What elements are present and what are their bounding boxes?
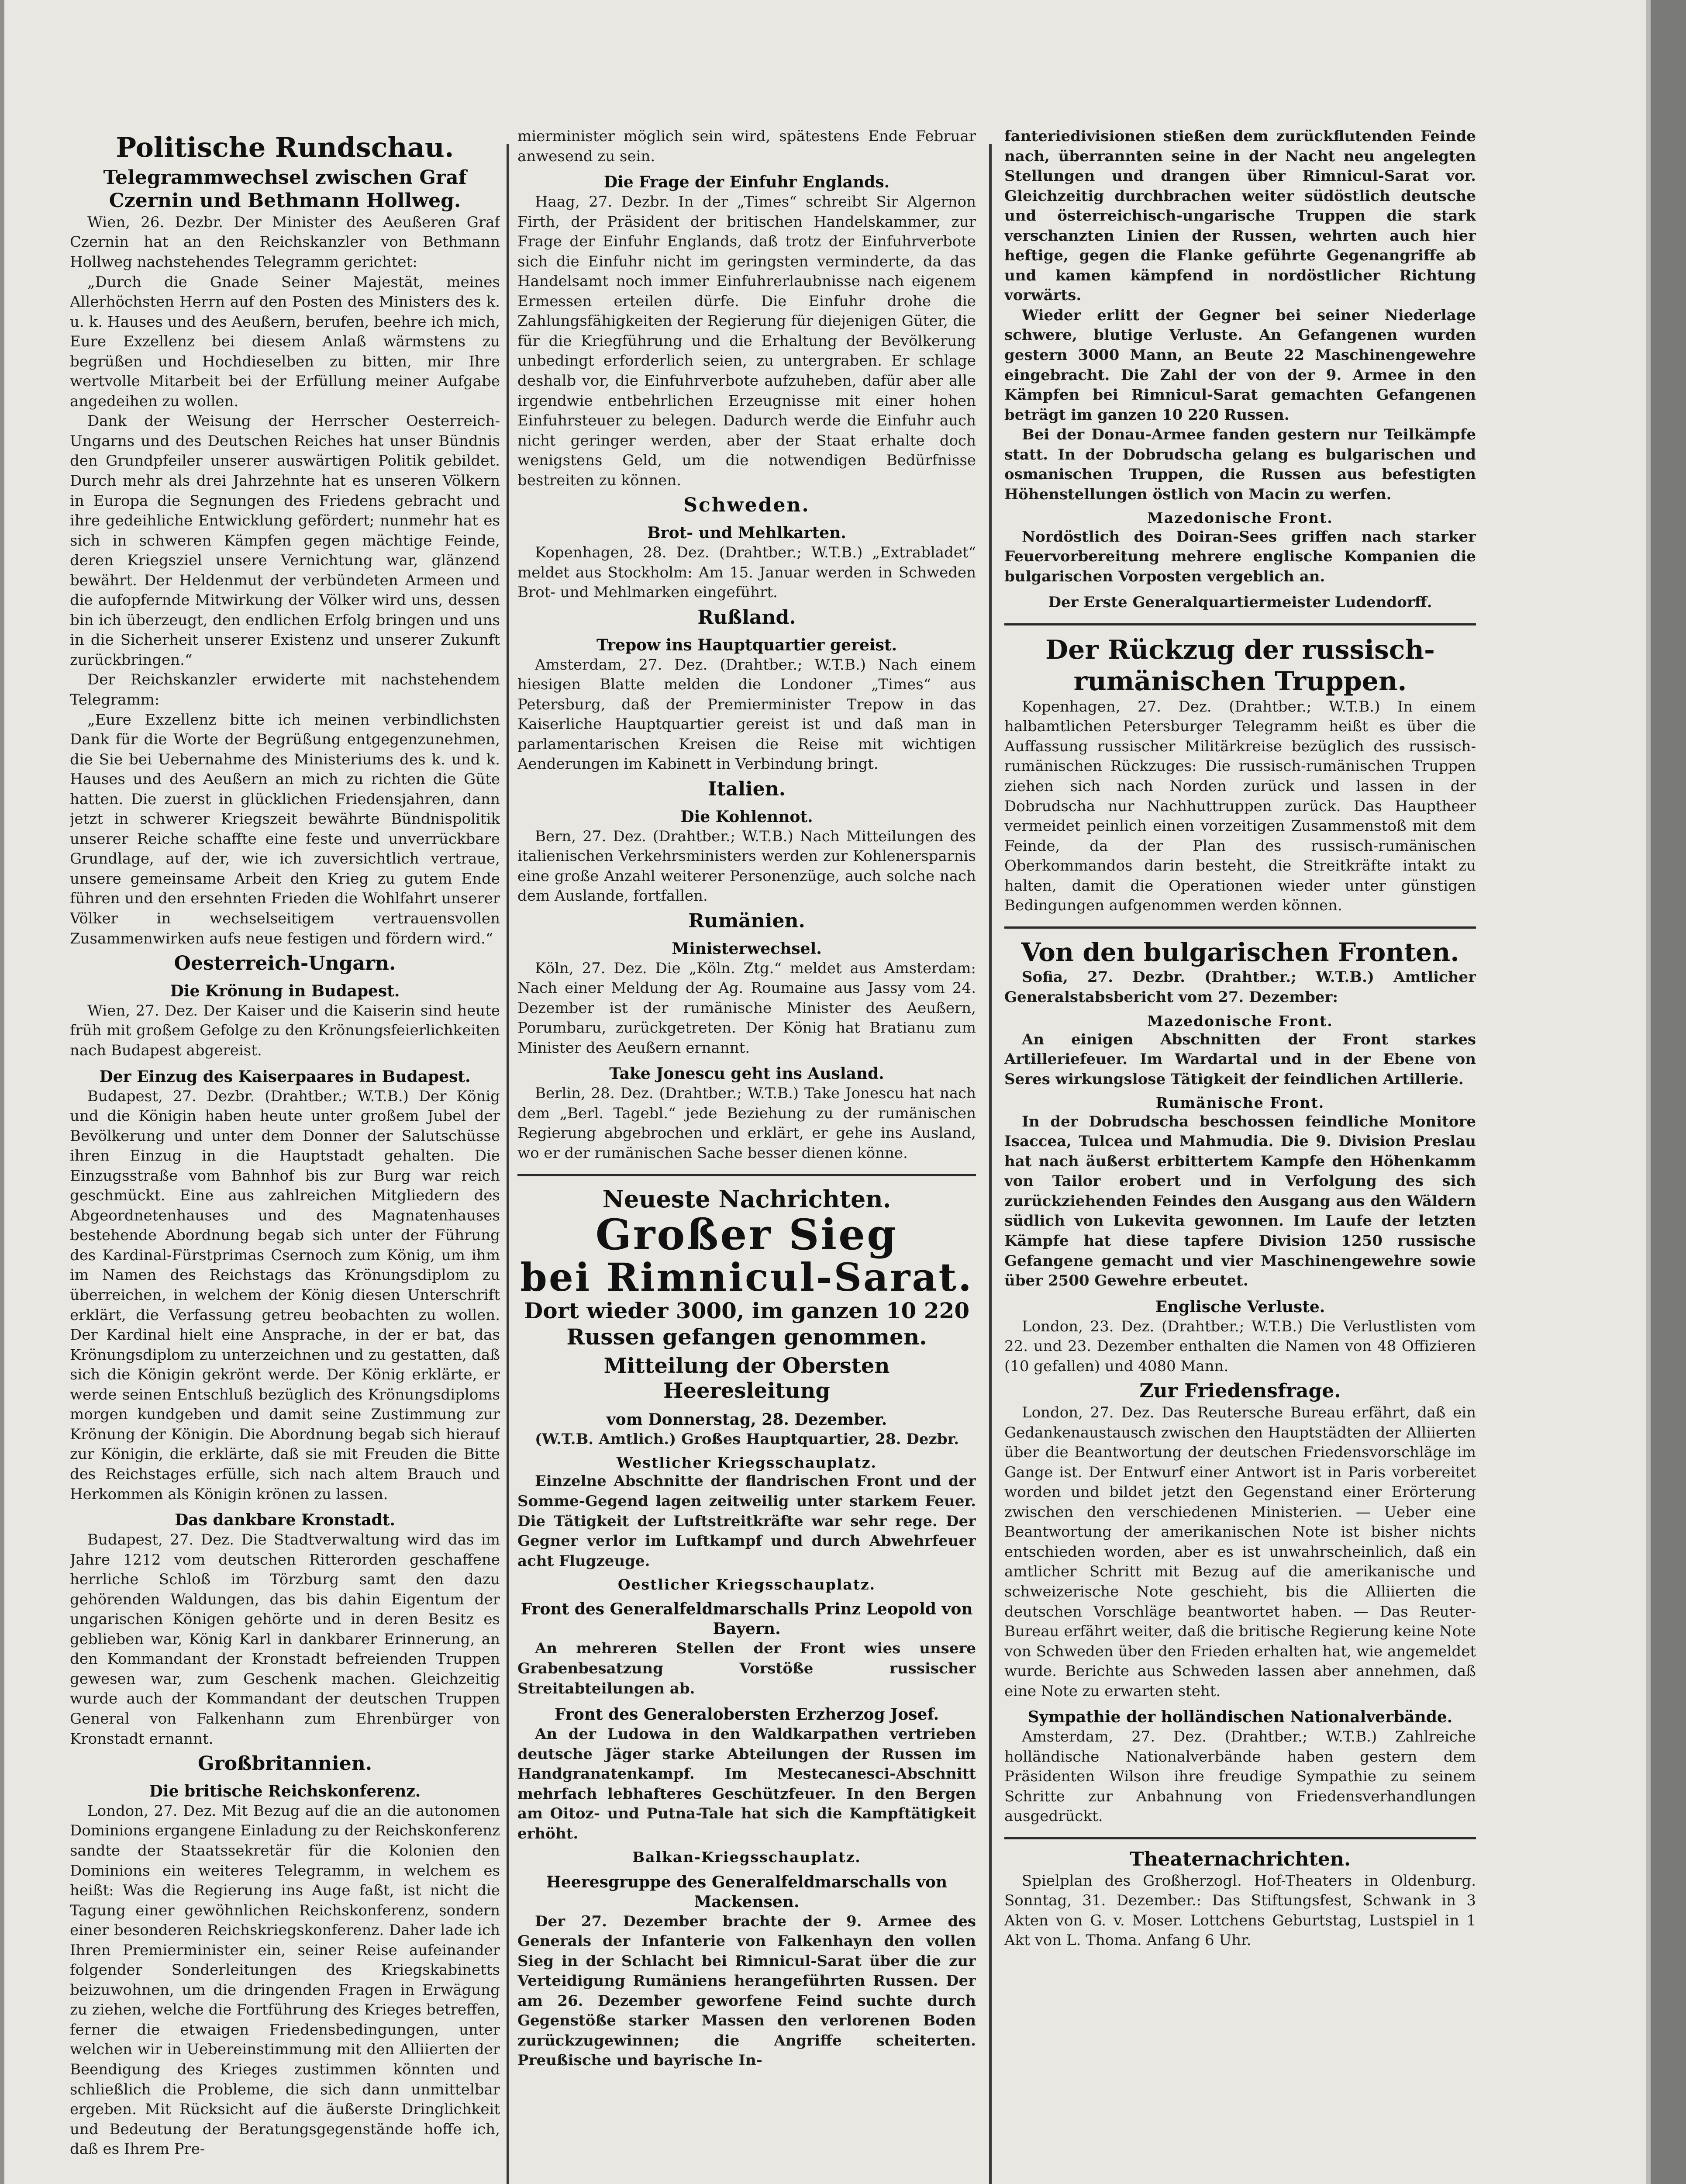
newspaper-page xyxy=(4,0,1646,2184)
divider xyxy=(1004,1837,1476,1839)
paragraph: Wieder erlitt der Gegner bei seiner Niederlage schwere, blutige Verluste. An Gefangenen wurden gestern 3000 Mann, an Beute 22 Maschinengewehre eingebracht. Die Zahl der von der 9. Armee in den Kämpfen bei Rimnicul-Sarat gemachten Gefangenen beträgt im ganzen 10 220 Russen. xyxy=(1004,306,1476,424)
country-heading: Großbritannien. xyxy=(197,1752,372,1775)
country-heading: Rumänien. xyxy=(688,909,805,932)
paragraph: An einigen Abschnitten der Front starkes Artilleriefeuer. Im Wardartal und in der Ebene von Seres wirkungslose Tätigkeit der feindlichen Artillerie. xyxy=(1004,1030,1476,1088)
paragraph: Spielplan des Großherzogl. Hof-Theaters in Oldenburg. Sonntag, 31. Dezember.: Das Stiftungsfest, Schwank in 3 Akten von G. v. Moser. Lottchens Geburtstag, Lustspiel in 1 Akt von L. Thoma. Anfang 6 Uhr. xyxy=(1004,1872,1476,1949)
country-heading: Schweden. xyxy=(683,494,810,517)
paragraph: An mehreren Stellen der Front wies unsere Grabenbesatzung Vorstöße russischer Streitabteilungen ab. xyxy=(517,1640,976,1697)
country-heading: Italien. xyxy=(707,778,786,800)
paragraph: Einzelne Abschnitte der flandrischen Front und der Somme-Gegend lagen zeitweilig unter starkem Feuer. Die Tätigkeit der Luftstreitkräfte war sehr rege. Der Gegner verlor im Luftkampf und durch Abwehrfeuer acht Flugzeuge. xyxy=(517,1472,976,1570)
paragraph: mierminister möglich sein wird, spätestens Ende Februar anwesend zu sein. xyxy=(517,128,976,165)
headline-big: bei Rimnicul-Sarat. xyxy=(520,1254,973,1300)
paragraph: An der Ludowa in den Waldkarpathen vertrieben deutsche Jäger starke Abteilungen der Russen im Handgranatenkampf. Im Mestecanesci-Abschnitt mehrfach lebhafteres Geschützfeuer. In den Bergen am Oitoz- und Putna-Tale hat sich die Kampftätigkeit erhöht. xyxy=(517,1725,976,1842)
article-subheading: Englische Verluste. xyxy=(1155,1297,1325,1316)
article-subheading: Brot- und Mehlkarten. xyxy=(647,524,846,543)
article-subheading: Front des Generalobersten Erzherzog Josef. xyxy=(554,1705,939,1724)
headline-ohl: Mitteilung der Obersten Heeresleitung xyxy=(603,1353,890,1403)
article-headline: Zur Friedensfrage. xyxy=(1139,1380,1341,1403)
article-subheading: Mazedonische Front. xyxy=(1147,1012,1333,1030)
headline-sub: Dort wieder 3000, im ganzen 10 220 Russen gefangen genommen. xyxy=(524,1297,970,1350)
paragraph: Nordöstlich des Doiran-Sees griffen nach starker Feuervorbereitung mehrere englische Kompanien die bulgarischen Vorposten vergeblich an. xyxy=(1004,528,1476,585)
article-subheading: Front des Generalfeldmarschalls Prinz Leopold von Bayern. xyxy=(521,1600,973,1638)
column-middle xyxy=(517,127,976,2071)
signature: Der Erste Generalquartiermeister Ludendorff. xyxy=(1048,594,1432,612)
article-subheading: Heeresgruppe des Generalfeldmarschalls von Mackensen. xyxy=(546,1873,948,1911)
article-headline: Von den bulgarischen Fronten. xyxy=(1021,937,1459,967)
article-subheading: Rumänische Front. xyxy=(1155,1094,1325,1112)
paragraph: Kopenhagen, 28. Dez. (Drahtber.; W.T.B.) „Extrabladet“ meldet aus Stockholm: Am 15. Januar werden in Schweden Brot- und Mehlmarken eingeführt. xyxy=(517,544,976,601)
paragraph: Amsterdam, 27. Dez. (Drahtber.; W.T.B.) Nach einem hiesigen Blatte melden die Londoner „Times“ aus Petersburg, daß der Premierminister Trepow in das Kaiserliche Hauptquartier gereist ist und daß man in parlamentarischen Kreisen die Reise mit wichtigen Aenderungen im Kabinett in Verbindung bringt. xyxy=(517,656,976,773)
article-subheading: Sympathie der holländischen Nationalverbände. xyxy=(1027,1708,1453,1727)
article-subheading: Mazedonische Front. xyxy=(1147,509,1333,527)
paragraph: Budapest, 27. Dezbr. (Drahtber.; W.T.B.) Der König und die Königin haben heute unter großem Jubel der Bevölkerung und unter dem Donner der Salutschüsse ihren Einzug in die Hauptstadt gehalten. Die Einzugsstraße vom Bahnhof bis zur Burg war reich geschmückt. Eine aus zahlreichen Mitgliedern des Abgeordnetenhauses und des Magnatenhauses bestehende Abordnung begab sich unter der Führung des Kardinal-Fürstprimas Csernoch zum König, um ihm im Namen des Reichstags das Krönungsdiplom zu überreichen, in welchem der König diesen Unterschrift erklärt, die Verfassung getreu beobachten zu wollen. Der Kardinal hielt eine Ansprache, in der er bat, das Krönungsdiplom zu unterzeichnen und zu gestatten, daß sich die Königin gekrönt werde. Der König erklärte, er werde seinen Entschluß bezüglich des Krönungsdiploms morgen kundgeben und damit seine Zustimmung zur Krönung der Königin. Die Abordnung begab sich hierauf zur Königin, die erklärte, daß sie mit Freuden die Bitte des Reichstages erfülle, sich nach altem Brauch und Herkommen als Königin krönen zu lassen. xyxy=(70,1087,500,1503)
article-subheading: Balkan-Kriegsschauplatz. xyxy=(632,1849,861,1866)
paragraph: In der Dobrudscha beschossen feindliche Monitore Isaccea, Tulcea und Mahmudia. Die 9. Division Preslau hat nach äußerst erbittertem Kampfe den Höhenkamm von Tailor erobert und in Verfolgung des sich zurückziehenden Feindes den Ausgang aus den Wäldern südlich von Lukevita gewonnen. Im Laufe der letzten Kämpfe hat diese tapfere Division 1250 russische Gefangene gemacht und vier Maschinengewehre sowie über 2500 Gewehre erbeutet. xyxy=(1004,1113,1476,1290)
paragraph: fanteriedivisionen stießen dem zurückflutenden Feinde nach, überrannten seine in der Nacht neu angelegten Stellungen und drangen über Rimnicul-Sarat vor. Gleichzeitig durchbrachen weiter südöstlich deutsche und österreichisch-ungarische Truppen die stark verschanzten Linien der Russen, wehrten auch hier heftige, gegen die Flanke geführte Gegenangriffe ab und kamen kämpfend in nordöstlicher Richtung vorwärts. xyxy=(1004,128,1476,304)
article-subheading: Die Kohlennot. xyxy=(680,807,813,826)
paragraph: Haag, 27. Dezbr. In der „Times“ schreibt Sir Algernon Firth, der Präsident der britischen Handelskammer, zur Frage der Einfuhr Englands, daß trotz der Einfuhrverbote sich die Einfuhr nicht im geringsten verminderte, da das Handelsamt noch immer Einfuhrerlaubnisse nach eigenem Ermessen erteilen dürfe. Die Einfuhr drohe die Zahlungsfähigkeiten der Regierung für diejenigen Güter, die für die Kriegführung und die Erhaltung der Bevölkerung unbedingt erforderlich seien, zu untergraben. Er schlage deshalb vor, die Einfuhrverbote aufzuheben, dafür aber alle irgendwie entbehrlichen Erzeugnisse mit einer hohen Einfuhrsteuer zu belegen. Dadurch werde die Einfuhr auch nicht geringer werden, aber der Staat erhalte doch wenigstens Geld, um die notwendigen Bedürfnisse bestreiten zu können. xyxy=(517,193,976,489)
article-subheading: Die Krönung in Budapest. xyxy=(170,981,400,1000)
article-subheading: Der Einzug des Kaiserpaares in Budapest. xyxy=(99,1067,471,1086)
news-heading: Neueste Nachrichten. xyxy=(602,1185,891,1213)
paragraph: „Eure Exzellenz bitte ich meinen verbindlichsten Dank für die Worte der Begrüßung entgegenzunehmen, die Sie bei Uebernahme des Ministeriums des k. und k. Hauses und des Aeußern an mich zu richten die Güte hatten. Die zuerst in glücklichen Friedensjahren, dann jetzt in schwerer Kriegszeit bewährte Bündnispolitik unserer Reiche schaffte eine feste und unverrückbare Grundlage, auf der, wie ich zuversichtlich vertraue, unsere gemeinsame Arbeit den Krieg zu gutem Ende führen und den ersehnten Frieden die Wohlfahrt unserer Völker in wechselseitigem vertrauensvollen Zusammenwirken aufs neue festigen und fördern wird.“ xyxy=(70,711,500,947)
article-subheading: Trepow ins Hauptquartier gereist. xyxy=(596,636,897,654)
paragraph: Köln, 27. Dez. Die „Köln. Ztg.“ meldet aus Amsterdam: Nach einer Meldung der Ag. Roumaine aus Jassy vom 24. Dezember ist der rumänische Minister des Aeußern, Porumbaru, zurückgetreten. Der König hat Bratianu zum Minister des Aeußern ernannt. xyxy=(517,959,976,1057)
divider xyxy=(1004,623,1476,625)
section-title: Politische Rundschau. xyxy=(116,131,454,163)
paragraph: (W.T.B. Amtlich.) Großes Hauptquartier, 28. Dezbr. xyxy=(535,1430,959,1448)
paragraph: „Durch die Gnade Seiner Majestät, meines Allerhöchsten Herrn auf den Posten des Ministers des k. u. k. Hauses und des Aeußern, berufen, beehre ich mich, Eure Exzellenz bei diesem Anlaß wärmstens zu begrüßen und Hochdieselben zu bitten, mir Ihre wertvolle Mitarbeit bei der Erfüllung meiner Aufgabe angedeihen zu wollen. xyxy=(70,273,500,410)
article-headline: Telegrammwechsel zwischen Graf Czernin und Bethmann Hollweg. xyxy=(103,166,467,212)
report-date: vom Donnerstag, 28. Dezember. xyxy=(606,1410,887,1429)
paragraph: Dank der Weisung der Herrscher Oesterreich-Ungarns und des Deutschen Reiches hat unser Bündnis den Grundpfeiler unserer auswärtigen Politik gebildet. Durch mehr als drei Jahrzehnte hat es unseren Völkern in Europa die Segnungen des Friedens gebracht und ihre gedeihliche Entwicklung gefördert; nunmehr hat es sich in schweren Kämpfen gegen mächtige Feinde, deren Kriegsziel unsere Vernichtung war, glänzend bewährt. Der Heldenmut der verbündeten Armeen und die aufopfernde Mitwirkung der Völker wird uns, dessen bin ich überzeugt, den endlichen Erfolg bringen und uns in die Sicherheit unserer Existenz und unserer Zukunft zurückbringen.“ xyxy=(70,412,500,669)
paragraph: Kopenhagen, 27. Dez. (Drahtber.; W.T.B.) In einem halbamtlichen Petersburger Telegramm heißt es über die Auffassung russischer Militärkreise bezüglich des russisch-rumänischen Rückzuges: Die russisch-rumänischen Truppen ziehen sich nach Norden zurück und lassen in der Dobrudscha nur Nachhuttruppen zurück. Das Hauptheer vermeidet peinlich einen vorzeitigen Zusammenstoß mit dem Feinde, da der Plan des russisch-rumänischen Oberkommandos darin besteht, die Streitkräfte intakt zu halten, damit die Operationen wieder unter günstigen Bedingungen aufgenommen werden können. xyxy=(1004,698,1476,915)
article-headline: Theaternachrichten. xyxy=(1129,1848,1351,1870)
article-subheading: Ministerwechsel. xyxy=(672,939,822,958)
article-subheading: Oestlicher Kriegsschauplatz. xyxy=(617,1576,876,1593)
paragraph: Budapest, 27. Dez. Die Stadtverwaltung wird das im Jahre 1212 vom deutschen Ritterorden geschaffene herrliche Schloß im Törzburg samt den dazu gehörenden Waldungen, das bis dahin Eigentum der ungarischen Königen gehörte und in deren Besitz es geblieben war, König Karl in dankbarer Erinnerung, an den Kommandant der Kronstadt befreienden Truppen gewesen war, zum Geschenk machen. Gleichzeitig wurde auch der Kommandant der deutschen Truppen General von Falkenhann zum Ehrenbürger von Kronstadt ernannt. xyxy=(70,1531,500,1748)
paragraph: Wien, 27. Dez. Der Kaiser und die Kaiserin sind heute früh mit großem Gefolge zu den Krönungsfeierlichkeiten nach Budapest abgereist. xyxy=(70,1002,500,1060)
country-heading: Oesterreich-Ungarn. xyxy=(174,952,396,975)
column-rule xyxy=(507,144,509,2184)
paragraph: Sofia, 27. Dezbr. (Drahtber.; W.T.B.) Amtlicher Generalstabsbericht vom 27. Dezember: xyxy=(1004,968,1476,1006)
column-rule xyxy=(989,144,992,2184)
article-subheading: Das dankbare Kronstadt. xyxy=(175,1511,395,1530)
page-edge xyxy=(1651,0,1686,2184)
paragraph: London, 27. Dez. Mit Bezug auf die an die autonomen Dominions ergangene Einladung zu der Reichskonferenz sandte der Staatssekretär für die Kolonien den Dominions ein weiteres Telegramm, in welchem es heißt: Was die Regierung ins Auge faßt, ist nicht die Tagung einer gewöhnlichen Reichskonferenz, sondern einer besonderen Reichskriegskonferenz. Daher lade ich Ihren Premierminister ein, seiner Reise aufeinander folgender Sonderleitungen des Kriegskabinetts beizuwohnen, um die dringenden Fragen in Erwägung zu ziehen, welche die Fortführung des Krieges betreffen, ferner die etwaigen Friedensbedingungen, unter welchen wir in Uebereinstimmung mit den Alliierten der Beendigung des Krieges zustimmen könnten und schließlich die Probleme, die sich dann unmittelbar ergeben. Mit Rücksicht auf die äußerste Dringlichkeit und Bedeutung der Beratungsgegenstände hoffe ich, daß es Ihrem Pre- xyxy=(70,1802,500,2158)
paragraph: Berlin, 28. Dez. (Drahtber.; W.T.B.) Take Jonescu hat nach dem „Berl. Tagebl.“ jede Beziehung zu der rumänischen Regierung abgebrochen und erklärt, er gehe ins Ausland, wo er der rumänischen Sache besser dienen könne. xyxy=(517,1085,976,1162)
paragraph: Bei der Donau-Armee fanden gestern nur Teilkämpfe statt. In der Dobrudscha gelang es bulgarischen und osmanischen Truppen, die Russen aus befestigten Höhenstellungen östlich von Macin zu werfen. xyxy=(1004,426,1476,503)
headline-big: Großer Sieg xyxy=(595,1210,898,1260)
divider xyxy=(1004,926,1476,929)
column-left xyxy=(70,127,500,2160)
paragraph: Wien, 26. Dezbr. Der Minister des Aeußeren Graf Czernin hat an den Reichskanzler von Bethmann Hollweg nachstehendes Telegramm gerichtet: xyxy=(70,213,500,271)
article-subheading: Take Jonescu geht ins Ausland. xyxy=(609,1064,884,1083)
paragraph: Amsterdam, 27. Dez. (Drahtber.; W.T.B.) Zahlreiche holländische Nationalverbände haben gestern dem Präsidenten Wilson ihre freudige Sympathie zu seinem Schritte zur Anbahnung von Friedensverhandlungen ausgedrückt. xyxy=(1004,1728,1476,1825)
country-heading: Rußland. xyxy=(697,606,796,629)
article-subheading: Westlicher Kriegsschauplatz. xyxy=(617,1454,877,1472)
paragraph: London, 27. Dez. Das Reutersche Bureau erfährt, daß ein Gedankenaustausch zwischen den Hauptstädten der Alliierten über die Beantwortung der deutschen Friedensvorschläge im Gange ist. Der Entwurf einer Antwort ist in Paris vorbereitet worden und bildet jetzt den Gegenstand einer Erörterung zwischen den verschiedenen Ministerien. — Ueber eine Beantwortung der amerikanischen Note ist bisher nichts entschieden worden, aber es ist unwahrscheinlich, daß ein amtlicher Schritt mit Bezug auf die amerikanische und schweizerische Note geschieht, bis die Alliierten die deutschen Vorschläge beantwortet haben. — Das Reuter-Bureau erfährt weiter, daß die britische Regierung keine Note von Schweden über den Frieden erhalten hat, wie angemeldet wurde. Berichte aus Schweden lassen aber annehmen, daß eine Note zu erwarten steht. xyxy=(1004,1404,1476,1700)
paragraph: London, 23. Dez. (Drahtber.; W.T.B.) Die Verlustlisten vom 22. und 23. Dezember enthalten die Namen von 48 Offizieren (10 gefallen) und 4080 Mann. xyxy=(1004,1317,1476,1375)
paragraph: Bern, 27. Dez. (Drahtber.; W.T.B.) Nach Mitteilungen des italienischen Verkehrsministers werden zur Kohlenersparnis eine große Anzahl weiterer Personenzüge, auch solche nach dem Auslande, fortfallen. xyxy=(517,827,976,905)
paragraph: Der Reichskanzler erwiderte mit nachstehendem Telegramm: xyxy=(70,671,500,709)
paragraph: Der 27. Dezember brachte der 9. Armee des Generals der Infanterie von Falkenhayn den vollen Sieg in der Schlacht bei Rimnicul-Sarat über die zur Verteidigung Rumäniens herangeführten Russen. Der am 26. Dezember geworfene Feind suchte durch Gegenstöße starker Massen den verlorenen Boden zurückzugewinnen; die Angriffe scheiterten. Preußische und bayrische In- xyxy=(517,1912,976,2070)
divider xyxy=(517,1174,976,1176)
article-subheading: Die britische Reichskonferenz. xyxy=(149,1782,421,1800)
article-subheading: Die Frage der Einfuhr Englands. xyxy=(603,173,890,192)
article-headline: Der Rückzug der russisch-rumänischen Truppen. xyxy=(1045,634,1435,697)
column-right xyxy=(1004,127,1476,1951)
